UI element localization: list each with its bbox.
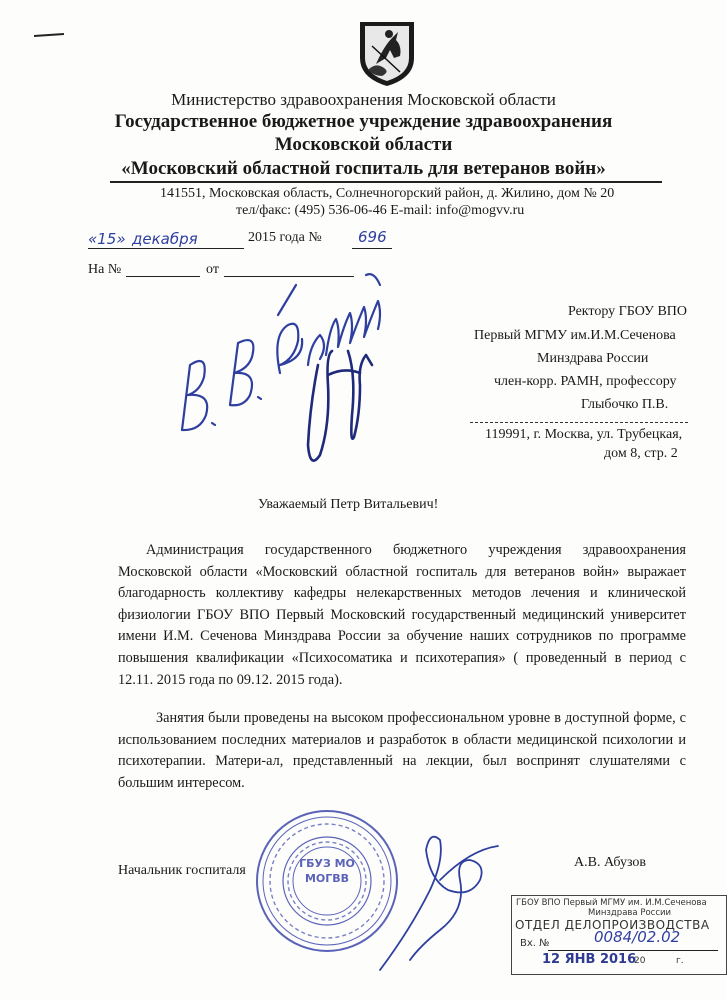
outgoing-date-day [88,230,126,249]
recipient-dotted-separator [470,422,688,423]
body-paragraph-1: Администрация государственного бюджетного учреждения здравоохранения Московской области «Московский областной госпиталь для ветеранов войн» выражает благодарность коллективу кафедры нелекарственных методов лечения и клинической физиологии ГБОУ ВПО Первый Московский государственный медицинский университет имени И.М. Сеченова Минздрава России за обучение наших сотрудников по программе повышения квалификации «Психосоматика и психотерапия» ( проведенный в период с 12.11. 2015 года по 09.12. 2015 года). [118,542,686,688]
recipient-line-2: Первый МГМУ им.И.М.Сеченова [474,328,676,343]
signatory-name: А.В. Абузов [574,855,646,870]
organization-address: 141551, Московская область, Солнечногорский район, д. Жилино, дом № 20 [160,186,615,201]
registration-date: 12 ЯНВ 2016 [542,952,637,967]
outgoing-number [358,228,387,247]
recipient-address-line-1: 119991, г. Москва, ул. Трубецкая, [485,427,683,442]
handwritten-resolution [160,255,420,495]
organization-name-line1: Государственное бюджетное учреждение здравоохранения [114,111,613,132]
outgoing-month-handwritten: декабря [132,230,198,248]
recipient-line-1: Ректору ГБОУ ВПО [567,304,687,319]
moscow-oblast-coat-of-arms-icon [356,16,418,88]
recipient-line-5: Глыбочко П.В. [581,397,669,412]
recipient-line-4: член-корр. РАМН, профессору [494,374,677,389]
registration-year-unit: г. [676,956,684,966]
organization-title: «Московский областной госпиталь для ветеранов войн» [121,158,606,179]
registration-number-underline [548,950,718,951]
registration-stamp-org: ГБОУ ВПО Первый МГМУ им. И.М.Сеченова [516,898,707,908]
reply-number-label: На № [88,262,122,277]
greeting: Уважаемый Петр Витальевич! [258,497,439,512]
date-underline [88,248,244,249]
registration-in-label: Вх. № [520,938,550,949]
registration-stamp-ministry: Минздрава России [588,908,672,918]
body-paragraph-2: Занятия были проведены на высоком профессиональном уровне в доступной форме, с использованием последних материалов и разработок в области медицинской психологии и психотерапии. Матери-ал, представленный на лекции, был воспринят слушателями с большим интересом. [118,710,686,791]
registration-year-suffix: 20 [634,956,646,966]
registration-in-number: 0084/02.02 [594,928,681,946]
ministry-name: Министерство здравоохранения Московской области [171,90,556,109]
signatory-position: Начальник госпиталя [118,863,246,878]
registration-stamp-department: ОТДЕЛ ДЕЛОПРОИЗВОДСТВА [515,918,710,932]
recipient-address-line-2: дом 8, стр. 2 [604,446,678,461]
corner-dash-mark [34,33,64,37]
handwritten-signature [370,820,520,980]
seal-center-line-1: ГБУЗ МО [299,857,355,870]
seal-center-line-2: МОГВВ [304,872,350,885]
header-rule [110,181,662,183]
number-underline [352,248,392,249]
reply-date-label: от [206,262,219,277]
recipient-line-3: Минздрава России [537,351,649,366]
outgoing-number-handwritten: 696 [358,228,387,246]
organization-name-line2: Московской области [274,134,453,155]
outgoing-day-handwritten: «15» [88,230,126,248]
organization-contacts: тел/факс: (495) 536-06-46 E-mail: info@mogvv.ru [236,203,525,218]
outgoing-year-label: 2015 года № [248,230,322,245]
outgoing-date-month [132,230,198,249]
